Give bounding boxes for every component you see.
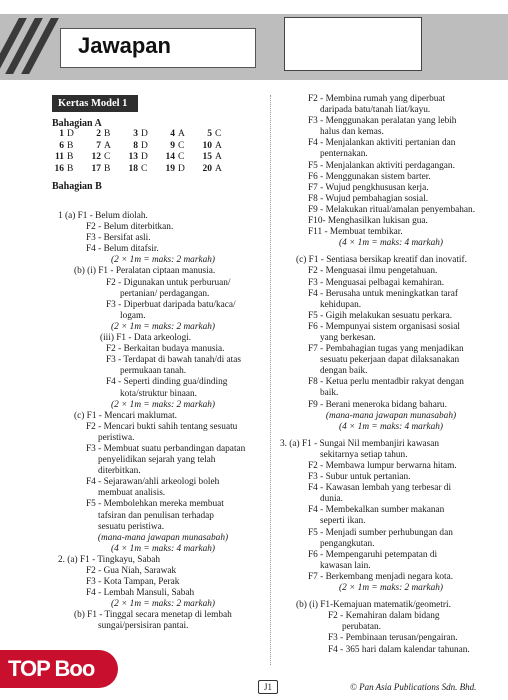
question-number: 13	[128, 152, 138, 163]
answer-line: peristiwa.	[98, 432, 135, 443]
answer-line: penyelidikan sejarah yang telah	[98, 455, 216, 466]
question-number: 19	[165, 163, 175, 174]
answer-line: F6 - Mempengaruhi petempatan di	[308, 549, 438, 560]
answer-line: F2 - Kemahiran dalam bidang	[328, 611, 440, 622]
answer-line: pengangkutan.	[320, 538, 375, 549]
answer-line: F3 - Membuat suatu perbandingan dapatan	[86, 443, 246, 454]
answer-letter: D	[141, 140, 148, 151]
answer-line: kehidupan.	[320, 299, 362, 310]
question-number: 20	[202, 163, 212, 174]
answer-line: F5 - Menjalankan aktiviti perdagangan.	[308, 160, 455, 171]
answer-line: sesuatu peristiwa.	[98, 521, 165, 532]
answer-grid	[52, 129, 262, 175]
answer-line: sekitarnya setiap tahun.	[320, 449, 408, 460]
answer-line: F8 - Ketua perlu mentadbir rakyat dengan	[308, 377, 464, 388]
answer-line: F2 - Membawa lumpur berwarna hitam.	[308, 461, 457, 471]
answer-line: dengan baik.	[320, 366, 368, 377]
answer-line: kota/struktur binaan.	[120, 388, 197, 399]
header-blank-box	[284, 17, 422, 71]
answer-line: F2 - Menguasai ilmu pengetahuan.	[308, 266, 438, 277]
publisher: © Pan Asia Publications Sdn. Bhd.	[350, 682, 477, 692]
answer-line: F3 - Subur untuk pertanian.	[308, 472, 411, 483]
answer-line: halus dan kemas.	[320, 127, 384, 138]
page-title: Jawapan	[78, 33, 171, 58]
answer-letter: B	[104, 163, 111, 174]
question-number: 11	[55, 152, 64, 163]
right-answers	[280, 94, 502, 656]
answer-line: F2 - Mencari bukti sahih tentang sesuatu	[86, 421, 238, 432]
answer-line: perubatan.	[342, 622, 381, 633]
answer-line: F7 - Pembahagian tugas yang menjadikan	[308, 344, 464, 355]
answer-line: F3 - Menggunakan peralatan yang lebih	[308, 116, 457, 127]
answer-letter: C	[178, 140, 185, 151]
answer-line: F11 - Membuat tembikar.	[308, 227, 403, 238]
answer-line: tafsiran dan penulisan terhadap	[98, 510, 214, 521]
answer-letter: B	[67, 152, 74, 163]
question-number: 15	[202, 152, 212, 163]
marks-note: (2 × 1m = maks: 2 markah)	[111, 399, 215, 410]
question-number: 1	[59, 129, 64, 140]
answer-line: F8 - Wujud pembahagian sosial.	[308, 193, 429, 204]
answer-line: (c) F1 - Sentiasa bersikap kreatif dan inovatif.	[296, 255, 467, 266]
answer-line: daripada batu/tanah liat/kayu.	[320, 105, 431, 116]
answer-line: F4 - Membekalkan sumber makanan	[308, 505, 445, 516]
answer-line: F9 - Melakukan ritual/amalan penyembahan.	[308, 204, 476, 215]
question-number: 6	[59, 140, 64, 151]
answer-line: yang berkesan.	[320, 332, 376, 343]
marks-note: (2 × 1m = maks: 2 markah)	[111, 321, 215, 332]
question-number: 18	[128, 163, 138, 174]
answer-line: F4 - Lembah Mansuli, Sabah	[86, 588, 195, 599]
marks-note: (mana-mana jawapan munasabah)	[97, 532, 229, 543]
answer-line: logam.	[120, 310, 146, 321]
answer-line: (b) (i) F1-Kemajuan matematik/geometri.	[296, 600, 451, 611]
answer-line: F3 - Kota Tampan, Perak	[86, 577, 180, 588]
answer-line: penternakan.	[320, 149, 368, 160]
section-tag: Kertas Model 1	[52, 95, 138, 112]
marks-note: (2 × 1m = maks: 2 markah)	[111, 599, 215, 610]
page-number: J1	[258, 680, 278, 694]
answer-line: F2 - Digunakan untuk perburuan/	[106, 277, 231, 288]
column-divider	[270, 95, 271, 665]
answer-line: (c) F1 - Mencari maklumat.	[74, 410, 178, 421]
answer-line: 2. (a) F1 - Tingkayu, Sabah	[58, 554, 161, 565]
bahagian-b-heading: Bahagian B	[52, 181, 102, 193]
answer-line: dunia.	[320, 494, 343, 505]
question-number: 3	[133, 129, 138, 140]
answer-line: F5 - Menjadi sumber perhubungan dan	[308, 527, 453, 538]
question-number: 4	[170, 129, 175, 140]
answer-line: membuat analisis.	[98, 488, 166, 499]
answer-letter: B	[67, 163, 74, 174]
answer-line: diterbitkan.	[98, 466, 141, 477]
answer-line: F2 - Berkaitan budaya manusia.	[106, 344, 225, 355]
answer-line: F4 - Berusaha untuk meningkatkan taraf	[308, 288, 458, 299]
answer-line: (b) (i) F1 - Peralatan ciptaan manusia.	[74, 266, 216, 277]
answer-line: F3 - Pembinaan terusan/pengairan.	[328, 633, 458, 644]
marks-note: (2 × 1m = maks: 2 markah)	[339, 583, 443, 594]
answer-letter: A	[215, 152, 222, 163]
question-number: 17	[91, 163, 101, 174]
answer-letter: C	[104, 152, 111, 163]
answer-line: F4 - 365 hari dalam kalendar tahunan.	[328, 644, 470, 655]
question-number: 5	[207, 129, 212, 140]
answer-line: F7 - Berkembang menjadi negara kota.	[308, 571, 454, 582]
question-number: 10	[202, 140, 212, 151]
answer-line: F3 - Terdapat di bawah tanah/di atas	[106, 355, 241, 366]
answer-line: F4 - Seperti dinding gua/dinding	[106, 377, 228, 388]
question-number: 8	[133, 140, 138, 151]
answer-letter: B	[104, 129, 111, 140]
watermark-logo: TOP Boo	[0, 650, 118, 688]
answer-line: permukaan tanah.	[120, 366, 187, 377]
answer-line: F5 - Membolehkan mereka membuat	[86, 499, 224, 510]
question-number: 2	[96, 129, 101, 140]
answer-line: 1 (a) F1 - Belum diolah.	[58, 211, 148, 221]
question-number: 14	[165, 152, 175, 163]
marks-note: (4 × 1m = maks: 4 markah)	[339, 421, 443, 432]
answer-line: (b) F1 - Tinggal secara menetap di lembah	[74, 610, 232, 621]
answer-line: F3 - Diperbuat daripada batu/kaca/	[106, 299, 236, 310]
answer-line: F2 - Belum diterbitkan.	[86, 222, 174, 233]
answer-letter: D	[141, 129, 148, 140]
marks-note: (4 × 1m = maks: 4 markah)	[339, 238, 443, 249]
answer-line: F4 - Kawasan lembah yang terbesar di	[308, 483, 452, 494]
answer-line: F3 - Bersifat asli.	[86, 233, 151, 244]
marks-note: (4 × 1m = maks: 4 markah)	[111, 543, 215, 554]
answer-line: (iii) F1 - Data arkeologi.	[100, 333, 192, 344]
answer-line: F4 - Belum ditafsir.	[86, 244, 159, 255]
answer-letter: C	[215, 129, 222, 140]
answer-line: F9 - Berani meneroka bidang baharu.	[308, 399, 447, 410]
question-number: 7	[96, 140, 101, 151]
answer-line: F7 - Wujud pengkhususan kerja.	[308, 182, 429, 193]
answer-letter: A	[215, 140, 222, 151]
answer-letter: D	[178, 163, 185, 174]
answer-letter: D	[141, 152, 148, 163]
answer-line: sungai/persisiran pantai.	[98, 621, 189, 632]
question-number: 16	[54, 163, 64, 174]
answer-letter: B	[67, 140, 74, 151]
question-number: 12	[91, 152, 101, 163]
answer-line: pertanian/ perdagangan.	[120, 288, 210, 299]
bahagian-a	[52, 118, 262, 192]
answer-line: F2 - Membina rumah yang diperbuat	[308, 94, 446, 104]
question-number: 9	[170, 140, 175, 151]
answer-letter: C	[141, 163, 148, 174]
marks-note: (mana-mana jawapan munasabah)	[325, 410, 457, 421]
answer-line: baik.	[320, 388, 339, 399]
left-answers	[58, 211, 268, 633]
marks-note: (2 × 1m = maks: 2 markah)	[111, 255, 215, 266]
bahagian-a-heading: Bahagian A	[52, 118, 102, 129]
answer-line: 3. (a) F1 - Sungai Nil membanjiri kawasan	[280, 438, 440, 449]
answer-letter: A	[215, 163, 222, 174]
answer-line: kawasan lain.	[320, 560, 371, 571]
answer-line: F3 - Menguasai pelbagai kemahiran.	[308, 277, 445, 288]
answer-line: F5 - Gigih melakukan sesuatu perkara.	[308, 310, 453, 321]
answer-line: F6 - Menggunakan sistem barter.	[308, 171, 431, 182]
answer-line: F4 - Menjalankan aktiviti pertanian dan	[308, 138, 456, 149]
answer-line: F4 - Sejarawan/ahli arkeologi boleh	[86, 477, 220, 488]
answer-line: F2 - Gua Niah, Sarawak	[86, 566, 177, 576]
answer-letter: D	[67, 129, 74, 140]
answer-letter: C	[178, 152, 185, 163]
answer-letter: A	[104, 140, 111, 151]
answer-letter: A	[178, 129, 185, 140]
answer-line: F6 - Mempunyai sistem organisasi sosial	[308, 321, 460, 332]
answer-line: sesuatu pekerjaan dapat dilaksanakan	[320, 355, 460, 366]
answer-line: seperti ikan.	[320, 516, 366, 527]
answer-line: F10- Menghasilkan lukisan gua.	[308, 216, 428, 227]
